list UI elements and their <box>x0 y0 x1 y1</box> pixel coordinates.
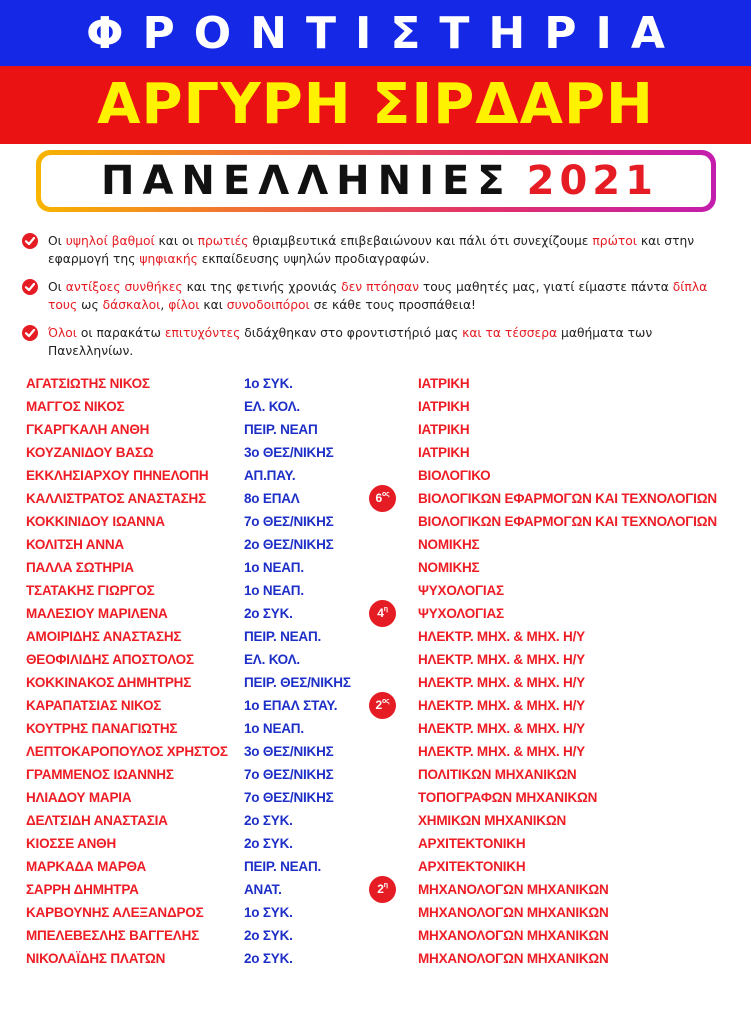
student-faculty: ΠΟΛΙΤΙΚΩΝ ΜΗΧΑΝΙΚΩΝ <box>418 767 577 782</box>
student-row <box>26 487 726 510</box>
student-row <box>26 947 726 970</box>
bullet-text: και οι <box>154 234 198 248</box>
student-name: ΚΑΛΛΙΣΤΡΑΤΟΣ ΑΝΑΣΤΑΣΗΣ <box>26 491 206 506</box>
highlight-text: υψηλοί βαθμοί <box>65 234 155 248</box>
student-row <box>26 832 726 855</box>
highlight-text: επιτυχόντες <box>164 326 241 340</box>
student-name: ΑΓΑΤΣΙΩΤΗΣ ΝΙΚΟΣ <box>26 376 150 391</box>
student-row <box>26 809 726 832</box>
bullet-text: διδάχθηκαν στο φροντιστήριό μας <box>240 326 463 340</box>
student-row <box>26 878 726 901</box>
student-faculty: ΙΑΤΡΙΚΗ <box>418 399 470 414</box>
student-row <box>26 418 726 441</box>
rank-number: 4 <box>377 606 384 620</box>
intro-bullet-list <box>22 232 734 370</box>
student-row <box>26 441 726 464</box>
rank-badge <box>369 692 396 719</box>
student-name: ΚΟΥΤΡΗΣ ΠΑΝΑΓΙΩΤΗΣ <box>26 721 178 736</box>
student-faculty: ΗΛΕΚΤΡ. ΜΗΧ. & ΜΗΧ. Η/Υ <box>418 744 585 759</box>
student-name: ΣΑΡΡΗ ΔΗΜΗΤΡΑ <box>26 882 139 897</box>
student-school: ΕΛ. ΚΟΛ. <box>244 652 300 667</box>
student-name: ΓΡΑΜΜΕΝΟΣ ΙΩΑΝΝΗΣ <box>26 767 174 782</box>
student-name: ΠΑΛΛΑ ΣΩΤΗΡΙΑ <box>26 560 134 575</box>
bullet-text: Οι <box>48 280 66 294</box>
student-school: 1ο ΣΥΚ. <box>244 376 293 391</box>
student-faculty: ΝΟΜΙΚΗΣ <box>418 560 480 575</box>
student-name: ΚΟΛΙΤΣΗ ΑΝΝΑ <box>26 537 124 552</box>
student-school: ΠΕΙΡ. ΝΕΑΠ. <box>244 629 322 644</box>
student-name: ΚΙΟΣΣΕ ΑΝΘΗ <box>26 836 117 851</box>
bullet-text: και της φετινής χρονιάς <box>182 280 342 294</box>
student-faculty: ΨΥΧΟΛΟΓΙΑΣ <box>418 583 504 598</box>
student-school: ΑΠ.ΠΑΥ. <box>244 468 296 483</box>
student-name: ΝΙΚΟΛΑΪΔΗΣ ΠΛΑΤΩΝ <box>26 951 166 966</box>
highlight-text: δίπλα τους <box>48 280 708 312</box>
exam-banner-title: ΠΑΝΕΛΛΗΝΙΕΣ <box>101 158 513 204</box>
rank-badge <box>369 600 396 627</box>
student-row <box>26 464 726 487</box>
student-school: 3ο ΘΕΣ/ΝΙΚΗΣ <box>244 445 334 460</box>
checkmark-icon <box>22 233 38 249</box>
student-results-list <box>26 372 726 970</box>
student-school: 2ο ΣΥΚ. <box>244 836 293 851</box>
bullet-text: οι παρακάτω <box>76 326 165 340</box>
student-faculty: ΒΙΟΛΟΓΙΚΩΝ ΕΦΑΡΜΟΓΩΝ ΚΑΙ ΤΕΧΝΟΛΟΓΙΩΝ <box>418 491 717 506</box>
rank-badge <box>369 485 396 512</box>
bullet-text: και στην εφαρμογή της <box>48 234 695 266</box>
student-faculty: ΜΗΧΑΝΟΛΟΓΩΝ ΜΗΧΑΝΙΚΩΝ <box>418 928 609 943</box>
student-school: 2ο ΣΥΚ. <box>244 928 293 943</box>
student-school: 1ο ΝΕΑΠ. <box>244 583 304 598</box>
student-name: ΚΑΡΑΠΑΤΣΙΑΣ ΝΙΚΟΣ <box>26 698 162 713</box>
student-faculty: ΜΗΧΑΝΟΛΟΓΩΝ ΜΗΧΑΝΙΚΩΝ <box>418 905 609 920</box>
student-name: ΚΟΚΚΙΝΙΔΟΥ ΙΩΑΝΝΑ <box>26 514 165 529</box>
highlight-text: και τα τέσσερα <box>462 326 558 340</box>
highlight-text: Όλοι <box>48 326 77 340</box>
intro-bullet <box>22 278 734 314</box>
student-faculty: ΜΗΧΑΝΟΛΟΓΩΝ ΜΗΧΑΝΙΚΩΝ <box>418 882 609 897</box>
student-school: 1ο ΣΥΚ. <box>244 905 293 920</box>
student-name: ΕΚΚΛΗΣΙΑΡΧΟΥ ΠΗΝΕΛΟΠΗ <box>26 468 209 483</box>
student-row <box>26 763 726 786</box>
student-school: 1ο ΝΕΑΠ. <box>244 560 304 575</box>
highlight-text: φίλοι <box>168 298 200 312</box>
student-name: ΚΟΚΚΙΝΑΚΟΣ ΔΗΜΗΤΡΗΣ <box>26 675 192 690</box>
student-faculty: ΒΙΟΛΟΓΙΚΟ <box>418 468 491 483</box>
intro-bullet <box>22 232 734 268</box>
student-faculty: ΙΑΤΡΙΚΗ <box>418 422 470 437</box>
student-row <box>26 602 726 625</box>
student-name: ΚΑΡΒΟΥΝΗΣ ΑΛΕΞΑΝΔΡΟΣ <box>26 905 204 920</box>
student-name: ΘΕΟΦΙΛΙΔΗΣ ΑΠΟΣΤΟΛΟΣ <box>26 652 194 667</box>
student-faculty: ΒΙΟΛΟΓΙΚΩΝ ΕΦΑΡΜΟΓΩΝ ΚΑΙ ΤΕΧΝΟΛΟΓΙΩΝ <box>418 514 717 529</box>
rank-suffix: η <box>383 882 388 889</box>
student-faculty: ΑΡΧΙΤΕΚΤΟΝΙΚΗ <box>418 859 526 874</box>
student-name: ΛΕΠΤΟΚΑΡΟΠΟΥΛΟΣ ΧΡΗΣΤΟΣ <box>26 744 228 759</box>
rank-suffix: ος <box>381 491 390 498</box>
checkmark-icon <box>22 279 38 295</box>
rank-suffix: η <box>383 606 388 613</box>
student-faculty: ΙΑΤΡΙΚΗ <box>418 445 470 460</box>
student-row <box>26 855 726 878</box>
student-faculty: ΜΗΧΑΝΟΛΟΓΩΝ ΜΗΧΑΝΙΚΩΝ <box>418 951 609 966</box>
student-school: 2ο ΣΥΚ. <box>244 813 293 828</box>
student-row <box>26 740 726 763</box>
student-faculty: ΨΥΧΟΛΟΓΙΑΣ <box>418 606 504 621</box>
student-school: 7ο ΘΕΣ/ΝΙΚΗΣ <box>244 514 334 529</box>
student-school: ΠΕΙΡ. ΝΕΑΠ. <box>244 859 322 874</box>
student-row <box>26 786 726 809</box>
student-faculty: ΧΗΜΙΚΩΝ ΜΗΧΑΝΙΚΩΝ <box>418 813 566 828</box>
student-row <box>26 671 726 694</box>
student-row <box>26 625 726 648</box>
bullet-text: εκπαίδευσης υψηλών προδιαγραφών. <box>197 252 430 266</box>
student-faculty: ΙΑΤΡΙΚΗ <box>418 376 470 391</box>
header-subtitle: ΑΡΓΥΡΗ ΣΙΡΔΑΡΗ <box>97 72 654 137</box>
student-name: ΑΜΟΙΡΙΔΗΣ ΑΝΑΣΤΑΣΗΣ <box>26 629 182 644</box>
student-row <box>26 717 726 740</box>
student-faculty: ΑΡΧΙΤΕΚΤΟΝΙΚΗ <box>418 836 526 851</box>
bullet-text: , <box>160 298 169 312</box>
student-name: ΤΣΑΤΑΚΗΣ ΓΙΩΡΓΟΣ <box>26 583 155 598</box>
student-school: ΠΕΙΡ. ΘΕΣ/ΝΙΚΗΣ <box>244 675 351 690</box>
student-row <box>26 924 726 947</box>
student-school: ΕΛ. ΚΟΛ. <box>244 399 300 414</box>
bullet-text: τους μαθητές μας, γιατί είμαστε πάντα <box>418 280 673 294</box>
student-faculty: ΗΛΕΚΤΡ. ΜΗΧ. & ΜΗΧ. Η/Υ <box>418 629 585 644</box>
highlight-text: πρωτιές <box>197 234 249 248</box>
student-school: 3ο ΘΕΣ/ΝΙΚΗΣ <box>244 744 334 759</box>
student-school: ΠΕΙΡ. ΝΕΑΠ <box>244 422 318 437</box>
bullet-text: θριαμβευτικά επιβεβαιώνουν και πάλι ότι συνεχίζουμε <box>248 234 593 248</box>
student-school: 7ο ΘΕΣ/ΝΙΚΗΣ <box>244 790 334 805</box>
highlight-text: συνοδοιπόροι <box>226 298 310 312</box>
bullet-text: Οι <box>48 234 66 248</box>
exam-banner-year: 2021 <box>526 158 658 204</box>
highlight-text: δεν πτόησαν <box>341 280 419 294</box>
student-row <box>26 510 726 533</box>
student-row <box>26 694 726 717</box>
checkmark-icon <box>22 325 38 341</box>
student-school: 1ο ΝΕΑΠ. <box>244 721 304 736</box>
student-row <box>26 556 726 579</box>
rank-suffix: ος <box>381 698 390 705</box>
highlight-text: πρώτοι <box>592 234 637 248</box>
student-name: ΜΑΡΚΑΔΑ ΜΑΡΘΑ <box>26 859 146 874</box>
rank-number: 2 <box>377 882 384 896</box>
bullet-text: και <box>199 298 227 312</box>
student-row <box>26 372 726 395</box>
rank-number: 2 <box>375 698 382 712</box>
student-name: ΜΑΓΓΟΣ ΝΙΚΟΣ <box>26 399 125 414</box>
student-school: 2ο ΘΕΣ/ΝΙΚΗΣ <box>244 537 334 552</box>
student-name: ΗΛΙΑΔΟΥ ΜΑΡΙΑ <box>26 790 132 805</box>
highlight-text: αντίξοες συνθήκες <box>65 280 183 294</box>
student-school: 1ο ΕΠΑΛ ΣΤΑΥ. <box>244 698 338 713</box>
student-faculty: ΝΟΜΙΚΗΣ <box>418 537 480 552</box>
student-faculty: ΤΟΠΟΓΡΑΦΩΝ ΜΗΧΑΝΙΚΩΝ <box>418 790 598 805</box>
student-name: ΓΚΑΡΓΚΑΛΗ ΑΝΘΗ <box>26 422 150 437</box>
student-school: 7ο ΘΕΣ/ΝΙΚΗΣ <box>244 767 334 782</box>
student-school: 2ο ΣΥΚ. <box>244 606 293 621</box>
student-school: ΑΝΑΤ. <box>244 882 282 897</box>
student-row <box>26 579 726 602</box>
rank-number: 6 <box>375 491 382 505</box>
highlight-text: ψηφιακής <box>139 252 198 266</box>
bullet-text: μαθήματα των Πανελληνίων. <box>48 326 653 358</box>
student-school: 8ο ΕΠΑΛ <box>244 491 300 506</box>
student-name: ΔΕΛΤΣΙΔΗ ΑΝΑΣΤΑΣΙΑ <box>26 813 168 828</box>
header-title: ΦΡΟΝΤΙΣΤΗΡΙΑ <box>86 8 684 59</box>
student-row <box>26 901 726 924</box>
student-name: ΜΑΛΕΣΙΟΥ ΜΑΡΙΛΕΝΑ <box>26 606 168 621</box>
student-name: ΚΟΥΖΑΝΙΔΟΥ ΒΑΣΩ <box>26 445 154 460</box>
highlight-text: δάσκαλοι <box>102 298 161 312</box>
bullet-text: ως <box>77 298 103 312</box>
student-school: 2ο ΣΥΚ. <box>244 951 293 966</box>
student-faculty: ΗΛΕΚΤΡ. ΜΗΧ. & ΜΗΧ. Η/Υ <box>418 698 585 713</box>
intro-bullet <box>22 324 734 360</box>
student-row <box>26 533 726 556</box>
rank-badge <box>369 876 396 903</box>
bullet-text: σε κάθε τους προσπάθεια! <box>309 298 476 312</box>
student-name: ΜΠΕΛΕΒΕΣΛΗΣ ΒΑΓΓΕΛΗΣ <box>26 928 200 943</box>
student-row <box>26 395 726 418</box>
student-row <box>26 648 726 671</box>
student-faculty: ΗΛΕΚΤΡ. ΜΗΧ. & ΜΗΧ. Η/Υ <box>418 652 585 667</box>
student-faculty: ΗΛΕΚΤΡ. ΜΗΧ. & ΜΗΧ. Η/Υ <box>418 675 585 690</box>
exam-banner <box>36 150 716 212</box>
student-faculty: ΗΛΕΚΤΡ. ΜΗΧ. & ΜΗΧ. Η/Υ <box>418 721 585 736</box>
